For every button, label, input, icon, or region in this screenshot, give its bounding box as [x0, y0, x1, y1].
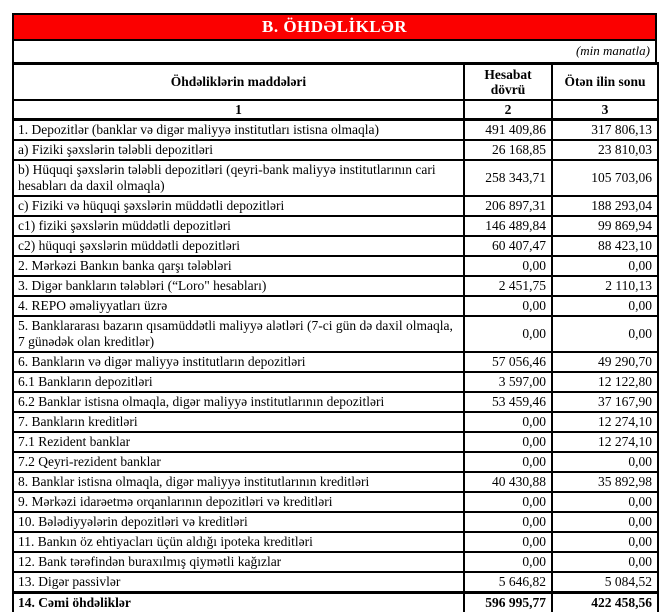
row-label: 7.1 Rezident banklar: [13, 432, 464, 452]
row-value-current: 206 897,31: [464, 196, 552, 216]
row-label: 11. Bankın öz ehtiyacları üçün aldığı ipoteka kreditləri: [13, 532, 464, 552]
row-label: a) Fiziki şəxslərin tələbli depozitləri: [13, 140, 464, 160]
row-label: 10. Bələdiyyələrin depozitləri və kreditləri: [13, 512, 464, 532]
table-row: [13, 492, 658, 512]
table-row: [13, 372, 658, 392]
row-label: 8. Banklar istisna olmaqla, digər maliyyə institutlarının kreditləri: [13, 472, 464, 492]
row-label: c1) fiziki şəxslərin müddətli depozitləri: [13, 216, 464, 236]
col-header-previous-year-end: Ötən ilin sonu: [552, 64, 658, 100]
table-row: [13, 196, 658, 216]
col-number-1: 1: [13, 100, 464, 120]
col-number-2: 2: [464, 100, 552, 120]
row-value-previous: 12 274,10: [552, 412, 658, 432]
row-label: 1. Depozitlər (banklar və digər maliyyə institutları istisna olmaqla): [13, 119, 464, 140]
row-value-current: 0,00: [464, 256, 552, 276]
row-value-current: 5 646,82: [464, 572, 552, 593]
table-row: [13, 512, 658, 532]
table-row: [13, 140, 658, 160]
row-label: 6. Bankların və digər maliyyə institutların depozitləri: [13, 352, 464, 372]
table-row: [13, 552, 658, 572]
row-value-previous: 0,00: [552, 316, 658, 352]
row-value-current: 3 597,00: [464, 372, 552, 392]
row-value-previous: 105 703,06: [552, 160, 658, 196]
row-value-current: 0,00: [464, 316, 552, 352]
col-header-items: Öhdəliklərin maddələri: [13, 64, 464, 100]
row-value-current: 2 451,75: [464, 276, 552, 296]
row-value-previous: 88 423,10: [552, 236, 658, 256]
row-label: 4. REPO əməliyyatları üzrə: [13, 296, 464, 316]
table-row: [13, 316, 658, 352]
row-value-previous: 5 084,52: [552, 572, 658, 593]
row-label: 13. Digər passivlər: [13, 572, 464, 593]
row-value-previous: 0,00: [552, 552, 658, 572]
units-note: (min manatla): [575, 43, 650, 58]
row-label: 5. Banklararası bazarın qısamüddətli maliyyə alətləri (7-ci gün də daxil olmaqla, 7 günədək olan kreditlər): [13, 316, 464, 352]
row-label: 6.1 Bankların depozitləri: [13, 372, 464, 392]
row-value-current: 146 489,84: [464, 216, 552, 236]
table-row: [13, 296, 658, 316]
row-value-previous: 0,00: [552, 452, 658, 472]
section-title-bar: [12, 13, 657, 41]
row-value-previous: 12 274,10: [552, 432, 658, 452]
row-label: b) Hüquqi şəxslərin tələbli depozitləri (qeyri-bank maliyyə institutlarının cari hesabları da daxil olmaqla): [13, 160, 464, 196]
table-row: [13, 592, 658, 612]
row-value-current: 0,00: [464, 512, 552, 532]
table-row: [13, 236, 658, 256]
row-label: 9. Mərkəzi idarəetmə orqanlarının depozitləri və kreditləri: [13, 492, 464, 512]
row-label: 3. Digər bankların tələbləri (“Loro" hesabları): [13, 276, 464, 296]
row-value-current: 258 343,71: [464, 160, 552, 196]
column-number-row: [13, 100, 658, 120]
table-row: [13, 452, 658, 472]
row-value-previous: 35 892,98: [552, 472, 658, 492]
row-label: 14. Cəmi öhdəliklər: [13, 592, 464, 612]
row-value-previous: 37 167,90: [552, 392, 658, 412]
row-label: 2. Mərkəzi Bankın banka qarşı tələbləri: [13, 256, 464, 276]
table-row: [13, 256, 658, 276]
row-label: 7. Bankların kreditləri: [13, 412, 464, 432]
table-row: [13, 532, 658, 552]
row-label: 12. Bank tərəfindən buraxılmış qiymətli kağızlar: [13, 552, 464, 572]
table-row: [13, 160, 658, 196]
table-row: [13, 276, 658, 296]
row-label: 7.2 Qeyri-rezident banklar: [13, 452, 464, 472]
row-value-previous: 0,00: [552, 296, 658, 316]
row-value-current: 0,00: [464, 432, 552, 452]
row-value-previous: 99 869,94: [552, 216, 658, 236]
row-label: c2) hüquqi şəxslərin müddətli depozitləri: [13, 236, 464, 256]
row-value-previous: 0,00: [552, 532, 658, 552]
row-value-previous: 23 810,03: [552, 140, 658, 160]
row-value-current: 57 056,46: [464, 352, 552, 372]
row-label: c) Fiziki və hüquqi şəxslərin müddətli depozitləri: [13, 196, 464, 216]
table-row: [13, 119, 658, 140]
row-value-previous: 188 293,04: [552, 196, 658, 216]
row-value-current: 60 407,47: [464, 236, 552, 256]
row-value-previous: 0,00: [552, 512, 658, 532]
row-value-previous: 317 806,13: [552, 119, 658, 140]
row-value-current: 596 995,77: [464, 592, 552, 612]
row-value-current: 26 168,85: [464, 140, 552, 160]
row-label: 6.2 Banklar istisna olmaqla, digər maliyyə institutlarının depozitləri: [13, 392, 464, 412]
row-value-previous: 0,00: [552, 256, 658, 276]
row-value-previous: 0,00: [552, 492, 658, 512]
table-row: [13, 572, 658, 593]
col-header-reporting-period: Hesabat dövrü: [464, 64, 552, 100]
row-value-current: 0,00: [464, 492, 552, 512]
row-value-previous: 2 110,13: [552, 276, 658, 296]
row-value-current: 40 430,88: [464, 472, 552, 492]
table-row: [13, 412, 658, 432]
row-value-current: 0,00: [464, 532, 552, 552]
row-value-current: 0,00: [464, 452, 552, 472]
row-value-current: 0,00: [464, 552, 552, 572]
row-value-current: 491 409,86: [464, 119, 552, 140]
table-row: [13, 432, 658, 452]
table-row: [13, 352, 658, 372]
row-value-current: 0,00: [464, 412, 552, 432]
table-row: [13, 216, 658, 236]
col-number-3: 3: [552, 100, 658, 120]
row-value-current: 53 459,46: [464, 392, 552, 412]
row-value-previous: 12 122,80: [552, 372, 658, 392]
liabilities-table: [12, 62, 659, 612]
row-value-previous: 422 458,56: [552, 592, 658, 612]
row-value-current: 0,00: [464, 296, 552, 316]
units-note-row: [12, 41, 657, 62]
table-row: [13, 392, 658, 412]
row-value-previous: 49 290,70: [552, 352, 658, 372]
table-row: [13, 472, 658, 492]
table-header-row: [13, 64, 658, 100]
section-title: B. ÖHDƏLİKLƏR: [262, 17, 407, 36]
